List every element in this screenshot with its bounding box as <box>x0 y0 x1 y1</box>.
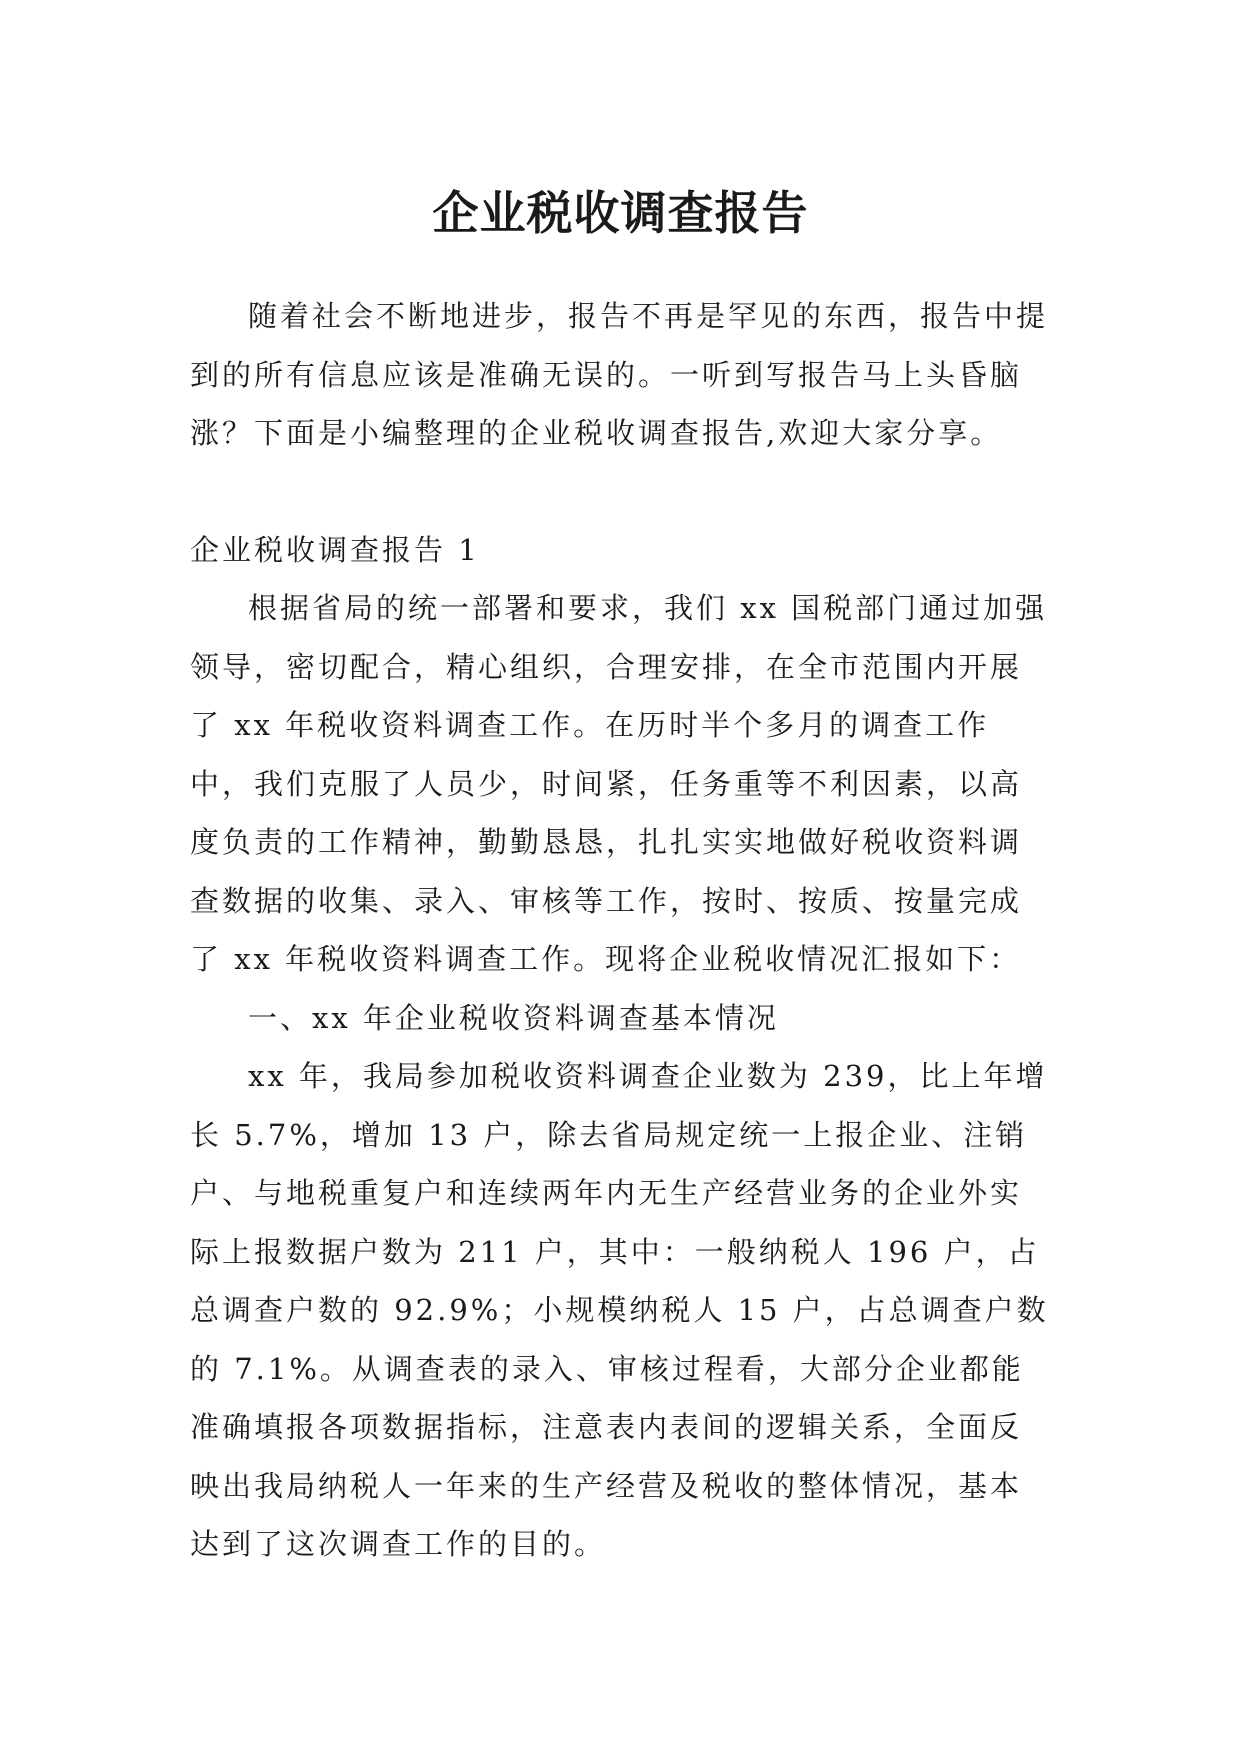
section-heading: 企业税收调查报告 1 <box>190 532 480 567</box>
document-title: 企业税收调查报告 <box>432 185 809 240</box>
document-body <box>190 287 1050 1574</box>
subheading-1: 一、xx 年企业税收资料调查基本情况 <box>248 1000 779 1035</box>
intro-paragraph: 随着社会不断地进步，报告不再是罕见的东西，报告中提到的所有信息应该是准确无误的。一听到写报告马上头昏脑涨？下面是小编整理的企业税收调查报告,欢迎大家分享。 <box>190 299 1049 450</box>
body-paragraph-1: 根据省局的统一部署和要求，我们 xx 国税部门通过加强领导，密切配合，精心组织，合理安排，在全市范围内开展了 xx 年税收资料调查工作。在历时半个多月的调查工作中，我们克服了人员少，时间紧，任务重等不利因素，以高度负责的工作精神，勤勤恳恳，扎扎实实地做好税收资料调查数据的收集、录入、审核等工作，按时、按质、按量完成了 xx 年税收资料调查工作。现将企业税收情况汇报如下： <box>190 591 1048 976</box>
body-paragraph-2: xx 年，我局参加税收资料调查企业数为 239，比上年增长 5.7%，增加 13 户，除去省局规定统一上报企业、注销户、与地税重复户和连续两年内无生产经营业务的企业外实际上报数据户数为 211 户，其中：一般纳税人 196 户，占总调查户数的 92.9%；小规模纳税人 15 户，占总调查户数的 7.1%。从调查表的录入、审核过程看，大部分企业都能准确填报各项数据指标，注意表内表间的逻辑关系，全面反映出我局纳税人一年来的生产经营及税收的整体情况，基本达到了这次调查工作的目的。 <box>190 1059 1049 1561</box>
paragraph-gap <box>190 463 1050 521</box>
